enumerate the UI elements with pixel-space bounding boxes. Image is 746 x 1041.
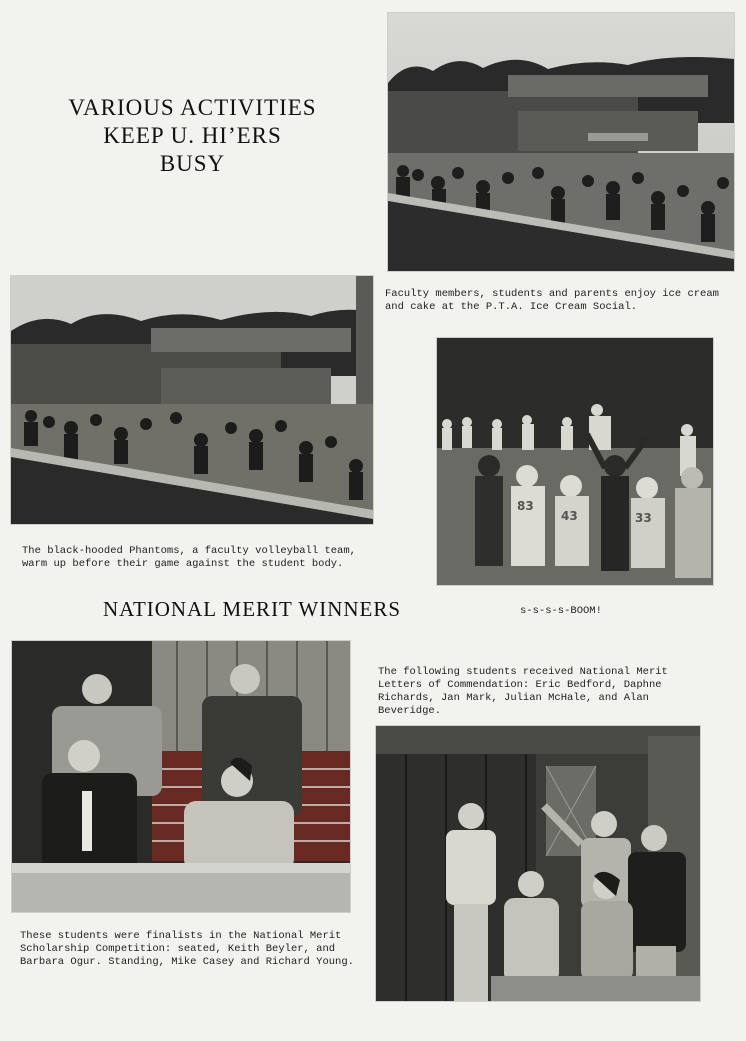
jersey-number: 43 bbox=[561, 509, 578, 523]
caption-commendation: The following students received National Merit Letters of Commendation: Eric Bedford, Daphne Richards, Jan Mark, Julian McHale, and Alan Beveridge. bbox=[378, 666, 668, 717]
finalists-group-photo bbox=[12, 641, 350, 912]
caption-boom: s-s-s-s-BOOM! bbox=[520, 605, 602, 617]
jersey-number: 83 bbox=[517, 499, 534, 513]
heading-line-1: VARIOUS ACTIVITIES bbox=[68, 95, 317, 120]
section-heading-national-merit: NATIONAL MERIT WINNERS bbox=[102, 597, 402, 621]
ice-cream-social-photo-top bbox=[388, 13, 734, 271]
ice-cream-social-photo-left bbox=[11, 276, 373, 524]
caption-ice-cream-social: Faculty members, students and parents enjoy ice cream and cake at the P.T.A. Ice Cream Social. bbox=[385, 288, 719, 313]
caption-finalists: These students were finalists in the National Merit Scholarship Competition: seated, Keith Beyler, and Barbara Ogur. Standing, Mike Casey and Richard Young. bbox=[20, 930, 354, 968]
commendation-group-photo bbox=[376, 726, 700, 1001]
heading-line-2: KEEP U. HI’ERS bbox=[103, 123, 282, 148]
caption-phantoms: The black-hooded Phantoms, a faculty volleyball team, warm up before their game against the student body. bbox=[22, 545, 356, 570]
section-heading-activities bbox=[40, 94, 345, 178]
heading-line-3: BUSY bbox=[159, 151, 226, 176]
football-game-photo bbox=[437, 338, 713, 585]
jersey-number: 33 bbox=[635, 511, 652, 525]
